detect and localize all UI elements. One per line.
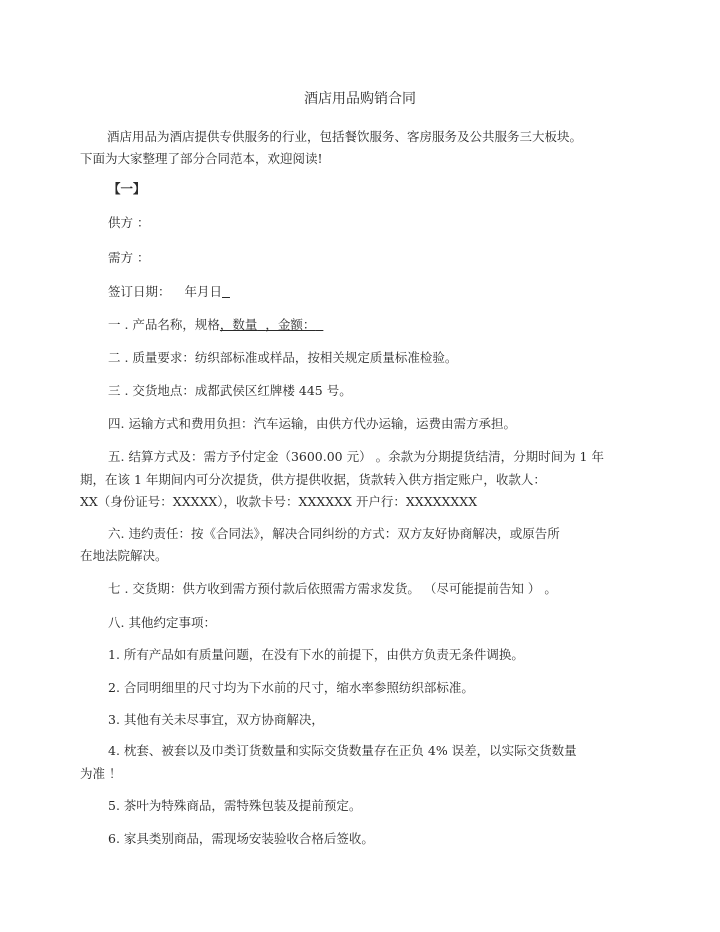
sign-date-line	[108, 284, 230, 300]
term-5: 5. 茶叶为特殊商品，需特殊包装及提前预定。	[108, 798, 362, 813]
item-5-line-1: 五. 结算方式及：需方予付定金（3600.00 元） 。余款为分期提货结清，分期时间为 1 年	[108, 449, 604, 464]
item-1-product: 一 . 产品名称，规格	[108, 317, 220, 332]
term-6: 6. 家具类别商品，需现场安装验收合格后签收。	[108, 831, 374, 846]
section-heading: 【一】	[108, 181, 146, 196]
supplier-line: 供方 ：	[108, 215, 150, 230]
term-4-line-2: 为准 ！	[80, 766, 122, 781]
term-2: 2. 合同明细里的尺寸均为下水前的尺寸，缩水率参照纺织部标准。	[108, 680, 474, 695]
item-6-line-1: 六. 违约责任：按《合同法》，解决合同纠纷的方式：双方友好协商解决，或原告所	[108, 526, 560, 541]
item-7: 七 . 交货期：供方收到需方预付款后依照需方需求发货。 （尽可能提前告知 ） 。	[108, 581, 557, 596]
term-4-line-1: 4. 枕套、被套以及巾类订货数量和实际交货数量存在正负 4% 误差，以实际交货数量	[108, 743, 577, 758]
term-1: 1. 所有产品如有质量问题，在没有下水的前提下，由供方负责无条件调换。	[108, 647, 524, 662]
item-1-quantity: ，数量	[219, 317, 258, 332]
item-6-line-2: 在地法院解决。	[80, 548, 168, 563]
item-4: 四. 运输方式和费用负担：汽车运输，由供方代办运输，运费由需方承担。	[108, 416, 516, 431]
sign-date-label: 签订日期：	[108, 284, 171, 299]
item-2: 二 . 质量要求：纺织部标准或样品，按相关规定质量标准检验。	[108, 350, 458, 365]
sign-date-blank	[222, 284, 230, 299]
item-1	[108, 317, 323, 333]
item-5-line-3: XX（身份证号：XXXXX），收款卡号：XXXXXX 开户行：XXXXXXXX	[80, 494, 478, 509]
item-1-amount-blank	[315, 317, 323, 332]
buyer-line: 需方 ：	[108, 250, 150, 265]
document-title: 酒店用品购销合同	[304, 91, 416, 107]
sign-date-value: 年月日	[184, 284, 223, 299]
item-8: 八. 其他约定事项：	[108, 615, 216, 630]
item-5-line-2: 期，在该 1 年期间内可分次提货，供方提供收据，货款转入供方指定账户，收款人：	[80, 472, 546, 487]
intro-line-1: 酒店用品为酒店提供专供服务的行业，包括餐饮服务、客房服务及公共服务三大板块。	[107, 129, 583, 144]
item-3: 三 . 交货地点：成都武侯区红牌楼 445 号。	[108, 383, 352, 398]
intro-line-2: 下面为大家整理了部分合同范本，欢迎阅读!	[80, 151, 323, 166]
term-3: 3. 其他有关未尽事宜，双方协商解决，	[108, 712, 324, 727]
item-1-amount: ，金额：	[265, 317, 316, 332]
